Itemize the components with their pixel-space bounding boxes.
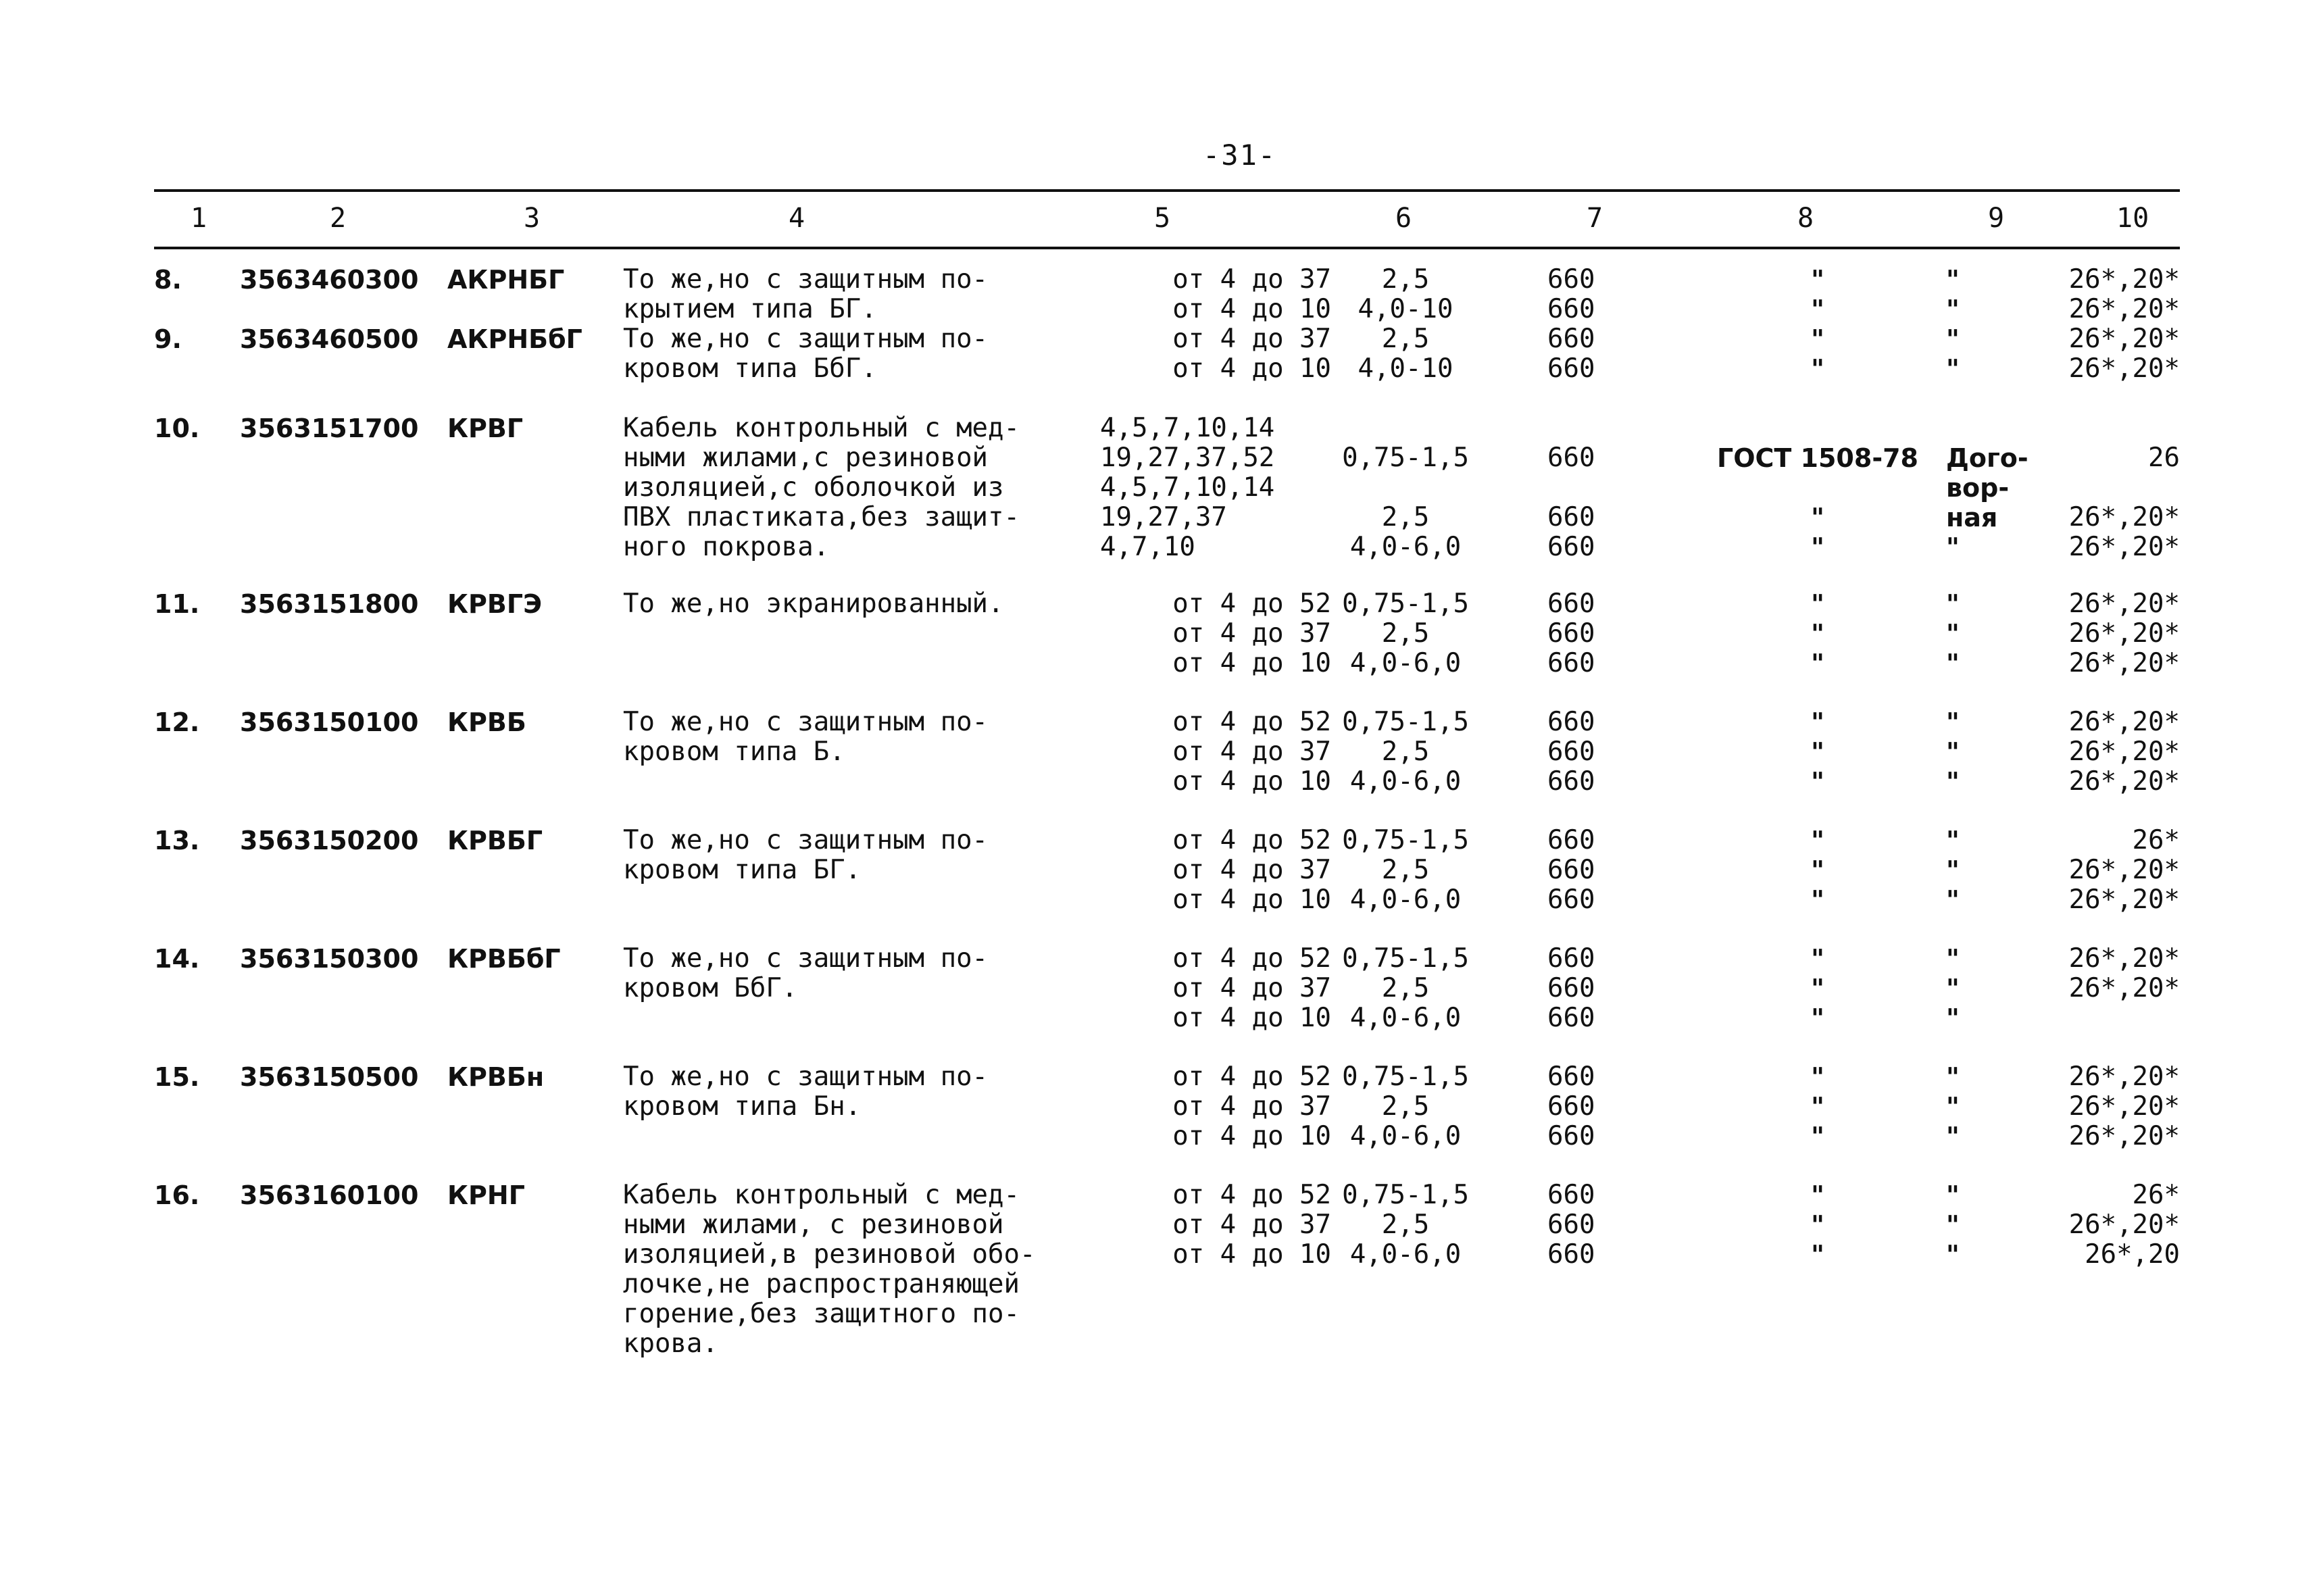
row-code: 3563150300 — [240, 944, 419, 974]
column-header-5: 5 — [1154, 203, 1171, 234]
row-description: Кабель контрольный с мед- ными жилами,с резиновой изоляцией,с оболочкой из ПВХ пластиката,без защит- ного покрова. — [623, 413, 1020, 562]
row-voltage: 660 660 660 — [1547, 1062, 1595, 1151]
row-mark: КРВБбГ — [447, 944, 561, 974]
row-description: Кабель контрольный с мед- ными жилами, с резиновой изоляцией,в резиновой обо- лочке,не распространяющей горение,без защитного по- крова. — [623, 1180, 1036, 1359]
row-col10: 26*,20* 26*,20* — [2068, 943, 2180, 1003]
row-col10: 26*,20* 26*,20* — [2068, 264, 2180, 324]
row-mark: КРНГ — [447, 1180, 525, 1210]
row-mark: КРВГЭ — [447, 589, 542, 619]
row-col10: 26*,20* 26*,20* 26*,20* — [2068, 589, 2180, 678]
row-number: 11. — [154, 589, 200, 619]
row-cores: от 4 до 52 от 4 до 37 от 4 до 10 — [1172, 1180, 1331, 1270]
row-standard: " " " — [1811, 826, 1824, 915]
row-price: Дого- вор- ная " — [1946, 443, 2028, 562]
header-rule-top — [154, 189, 2180, 192]
row-number: 16. — [154, 1180, 200, 1210]
row-code: 3563460500 — [240, 324, 419, 354]
row-mark: АКРНБбГ — [447, 324, 582, 354]
row-code: 3563460300 — [240, 265, 419, 295]
row-voltage: 660 660 660 — [1547, 707, 1595, 797]
row-voltage: 660 660 660 — [1547, 443, 1595, 562]
row-voltage: 660 660 660 — [1547, 825, 1595, 915]
column-header-10: 10 — [2116, 203, 2149, 234]
row-number: 14. — [154, 944, 200, 974]
row-price: " " " — [1946, 707, 1960, 797]
row-cores: от 4 до 52 от 4 до 37 от 4 до 10 — [1172, 943, 1331, 1033]
row-price: " " — [1946, 324, 1960, 384]
row-mark: КРВБн — [447, 1062, 545, 1092]
row-standard: " " " — [1811, 944, 1824, 1033]
row-number: 8. — [154, 265, 182, 295]
row-number: 15. — [154, 1062, 200, 1092]
row-voltage: 660 660 660 — [1547, 589, 1595, 678]
row-voltage: 660 660 — [1547, 264, 1595, 324]
row-price: " " " — [1946, 589, 1960, 678]
row-section: 0,75-1,5 2,5 4,0-6,0 — [1342, 1062, 1469, 1151]
row-voltage: 660 660 — [1547, 324, 1595, 384]
row-section: 0,75-1,5 2,5 4,0-6,0 — [1342, 589, 1469, 678]
row-description: То же,но с защитным по- кровом типа Бн. — [623, 1062, 989, 1122]
row-section: 2,5 4,0-10 — [1358, 264, 1453, 324]
row-section: 0,75-1,5 2,5 4,0-6,0 — [1342, 707, 1469, 797]
row-price: " " " — [1946, 1180, 1960, 1270]
row-price: " " " — [1946, 944, 1960, 1033]
row-code: 3563150500 — [240, 1062, 419, 1092]
row-cores: от 4 до 52 от 4 до 37 от 4 до 10 — [1172, 1062, 1331, 1151]
row-section: 0,75-1,5 2,5 4,0-6,0 — [1342, 1180, 1469, 1270]
row-section: 0,75-1,5 2,5 4,0-6,0 — [1342, 943, 1469, 1033]
page-number: -31- — [1203, 139, 1277, 172]
row-description: То же,но с защитным по- кровом типа БбГ. — [623, 324, 989, 384]
row-col10: 26*,20* 26*,20* 26*,20* — [2068, 707, 2180, 797]
row-code: 3563150200 — [240, 826, 419, 855]
row-standard: " " " — [1811, 707, 1824, 797]
row-number: 10. — [154, 414, 200, 443]
row-mark: КРВБ — [447, 707, 526, 737]
row-description: То же,но экранированный. — [623, 589, 1004, 619]
row-mark: АКРНБГ — [447, 265, 565, 295]
row-col10: 26* 26*,20* 26*,20* — [2068, 825, 2180, 915]
header-rule-bottom — [154, 247, 2180, 249]
row-section: 2,5 4,0-10 — [1358, 324, 1453, 384]
column-header-9: 9 — [1988, 203, 2005, 234]
row-description: То же,но с защитным по- крытием типа БГ. — [623, 264, 989, 324]
column-header-6: 6 — [1395, 203, 1412, 234]
row-price: " " " — [1946, 1062, 1960, 1151]
row-standard: " " — [1811, 324, 1824, 384]
row-description: То же,но с защитным по- кровом типа БГ. — [623, 825, 989, 885]
row-standard: " " " — [1811, 1180, 1824, 1270]
row-description: То же,но с защитным по- кровом БбГ. — [623, 943, 989, 1003]
row-cores: от 4 до 37 от 4 до 10 — [1172, 324, 1331, 384]
row-col10: 26*,20* 26*,20* — [2068, 324, 2180, 384]
row-mark: КРВГ — [447, 414, 524, 443]
row-standard: ГОСТ 1508-78 " " — [1717, 443, 1918, 562]
row-code: 3563150100 — [240, 707, 419, 737]
column-header-7: 7 — [1587, 203, 1603, 234]
column-header-2: 2 — [330, 203, 347, 234]
row-price: " " " — [1946, 826, 1960, 915]
row-cores: 4,5,7,10,14 19,27,37,52 4,5,7,10,14 19,27,37 4,7,10 — [1100, 413, 1275, 562]
column-header-1: 1 — [191, 203, 207, 234]
row-standard: " " " — [1811, 1062, 1824, 1151]
row-standard: " " " — [1811, 589, 1824, 678]
row-number: 9. — [154, 324, 182, 354]
row-cores: от 4 до 52 от 4 до 37 от 4 до 10 — [1172, 825, 1331, 915]
row-mark: КРВБГ — [447, 826, 543, 855]
column-header-4: 4 — [789, 203, 805, 234]
row-voltage: 660 660 660 — [1547, 943, 1595, 1033]
row-standard: " " — [1811, 265, 1824, 324]
row-code: 3563151700 — [240, 414, 419, 443]
row-cores: от 4 до 52 от 4 до 37 от 4 до 10 — [1172, 707, 1331, 797]
row-price: " " — [1946, 265, 1960, 324]
row-cores: от 4 до 52 от 4 до 37 от 4 до 10 — [1172, 589, 1331, 678]
row-col10: 26* 26*,20* 26*,20 — [2068, 1180, 2180, 1270]
row-voltage: 660 660 660 — [1547, 1180, 1595, 1270]
row-section: 0,75-1,5 2,5 4,0-6,0 — [1342, 825, 1469, 915]
column-header-3: 3 — [524, 203, 541, 234]
row-number: 12. — [154, 707, 200, 737]
column-header-8: 8 — [1797, 203, 1814, 234]
row-description: То же,но с защитным по- кровом типа Б. — [623, 707, 989, 767]
row-col10: 26 26*,20* 26*,20* — [2068, 443, 2180, 562]
row-code: 3563160100 — [240, 1180, 419, 1210]
row-col10: 26*,20* 26*,20* 26*,20* — [2068, 1062, 2180, 1151]
row-section: 0,75-1,5 2,5 4,0-6,0 — [1342, 443, 1469, 562]
row-code: 3563151800 — [240, 589, 419, 619]
row-cores: от 4 до 37 от 4 до 10 — [1172, 264, 1331, 324]
row-number: 13. — [154, 826, 200, 855]
